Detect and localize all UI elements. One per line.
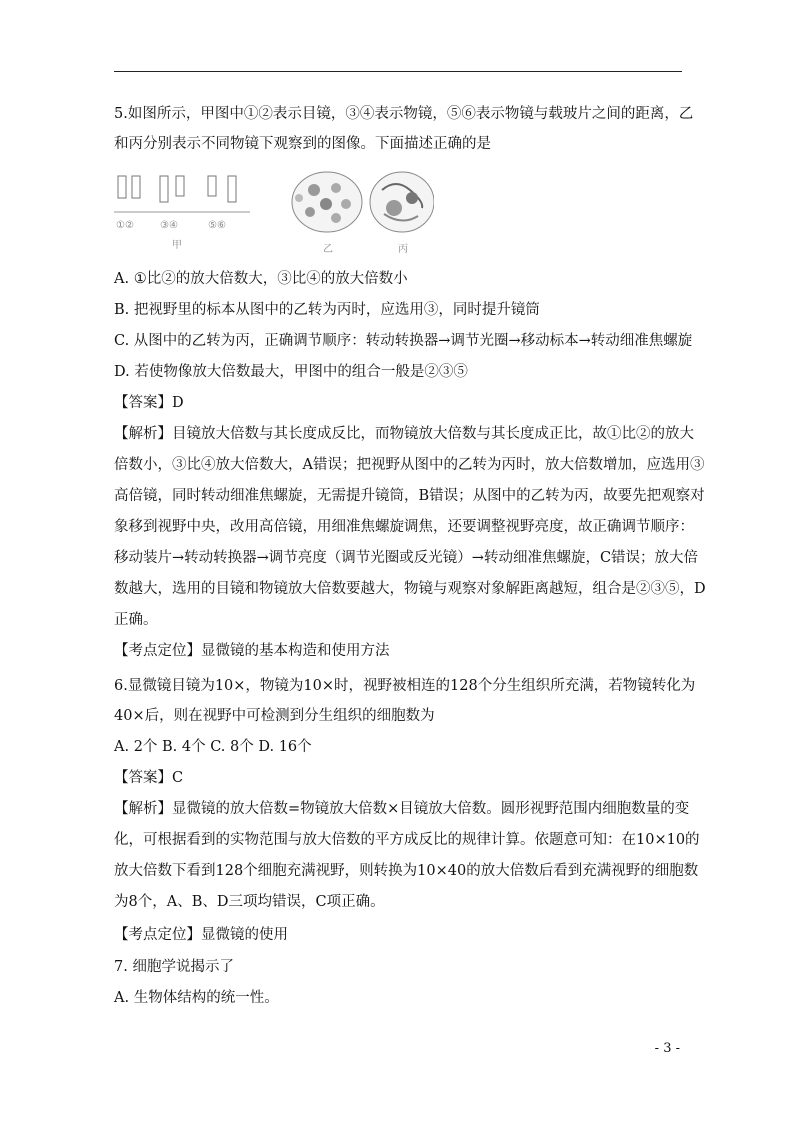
q6-options: A. 2个 B. 4个 C. 8个 D. 16个 [114,739,312,755]
q7-option-a: A. 生物体结构的统一性。 [114,990,279,1006]
field-yi [292,172,362,232]
q5-option-d: D. 若使物像放大倍数最大，甲图中的组合一般是②③⑤ [114,364,468,380]
q6-knowledge-point: 【考点定位】显微镜的使用 [114,927,288,943]
caption-bing: 丙 [398,244,408,255]
lens-label-2: ③④ [160,220,178,231]
microscope-figure [114,168,434,258]
header-rule [114,71,682,72]
q6-analysis-line-3: 放大倍数下看到128个细胞充满视野，则转换为10×40的放大倍数后看到充满视野的细胞数 [114,863,699,879]
q5-analysis-line-6: 数越大，选用的目镜和物镜放大倍数要越大，物镜与观察对象解距离越短，组合是②③⑤，D [114,581,706,597]
q6-stem-line-1: 6.显微镜目镜为10×，物镜为10×时，视野被相连的128个分生组织所充满，若物镜转化为 [114,678,696,694]
lens-label-3: ⑤⑥ [208,220,226,231]
lens-group-1-2 [118,176,140,198]
q5-analysis-line-1: 【解析】目镜放大倍数与其长度成反比，而物镜放大倍数与其长度成正比，故①比②的放大 [114,426,694,442]
q5-analysis-line-2: 倍数小，③比④放大倍数大，A错误；把视野从图中的乙转为丙时，放大倍数增加，应选用③ [114,457,705,473]
lens-label-1: ①② [116,220,134,231]
q6-analysis-line-4: 为8个，A、B、D三项均错误，C项正确。 [114,894,385,910]
q6-answer: 【答案】C [114,770,184,786]
q5-analysis-line-5: 移动装片→转动转换器→调节亮度（调节光圈或反光镜）→转动细准焦螺旋，C错误；放大倍 [114,550,699,566]
caption-yi: 乙 [323,244,333,255]
q5-analysis-line-4: 象移到视野中央，改用高倍镜，用细准焦螺旋调焦，还要调整视野亮度，故正确调节顺序： [114,519,694,535]
q5-answer: 【答案】D [114,395,184,411]
q5-option-a: A. ①比②的放大倍数大，③比④的放大倍数小 [114,271,408,287]
q5-knowledge-point: 【考点定位】显微镜的基本构造和使用方法 [114,643,390,659]
caption-jia: 甲 [172,240,182,251]
q6-stem-line-2: 40×后，则在视野中可检测到分生组织的细胞数为 [114,708,435,724]
q5-analysis-line-3: 高倍镜，同时转动细准焦螺旋，无需提升镜筒，B错误；从图中的乙转为丙，故要先把观察对 [114,488,705,504]
field-bing [370,172,434,232]
q5-stem-line-2: 和丙分别表示不同物镜下观察到的图像。下面描述正确的是 [114,136,491,152]
q5-option-c: C. 从图中的乙转为丙，正确调节顺序：转动转换器→调节光圈→移动标本→转动细准焦螺旋 [114,333,693,349]
lens-group-5-6 [208,176,236,202]
q5-analysis-line-7: 正确。 [114,612,158,628]
q7-stem: 7. 细胞学说揭示了 [114,959,234,975]
lens-group-3-4 [160,176,184,202]
page-number: - 3 - [654,1041,680,1056]
q5-option-b: B. 把视野里的标本从图中的乙转为丙时，应选用③，同时提升镜筒 [114,302,540,318]
q6-analysis-line-2: 化，可根据看到的实物范围与放大倍数的平方成反比的规律计算。依题意可知：在10×10的 [114,832,700,848]
q6-analysis-line-1: 【解析】显微镜的放大倍数=物镜放大倍数×目镜放大倍数。圆形视野范围内细胞数量的变 [114,801,690,817]
q5-stem-line-1: 5.如图所示，甲图中①②表示目镜，③④表示物镜，⑤⑥表示物镜与载玻片之间的距离，乙 [114,106,694,122]
figure-svg [114,168,434,258]
